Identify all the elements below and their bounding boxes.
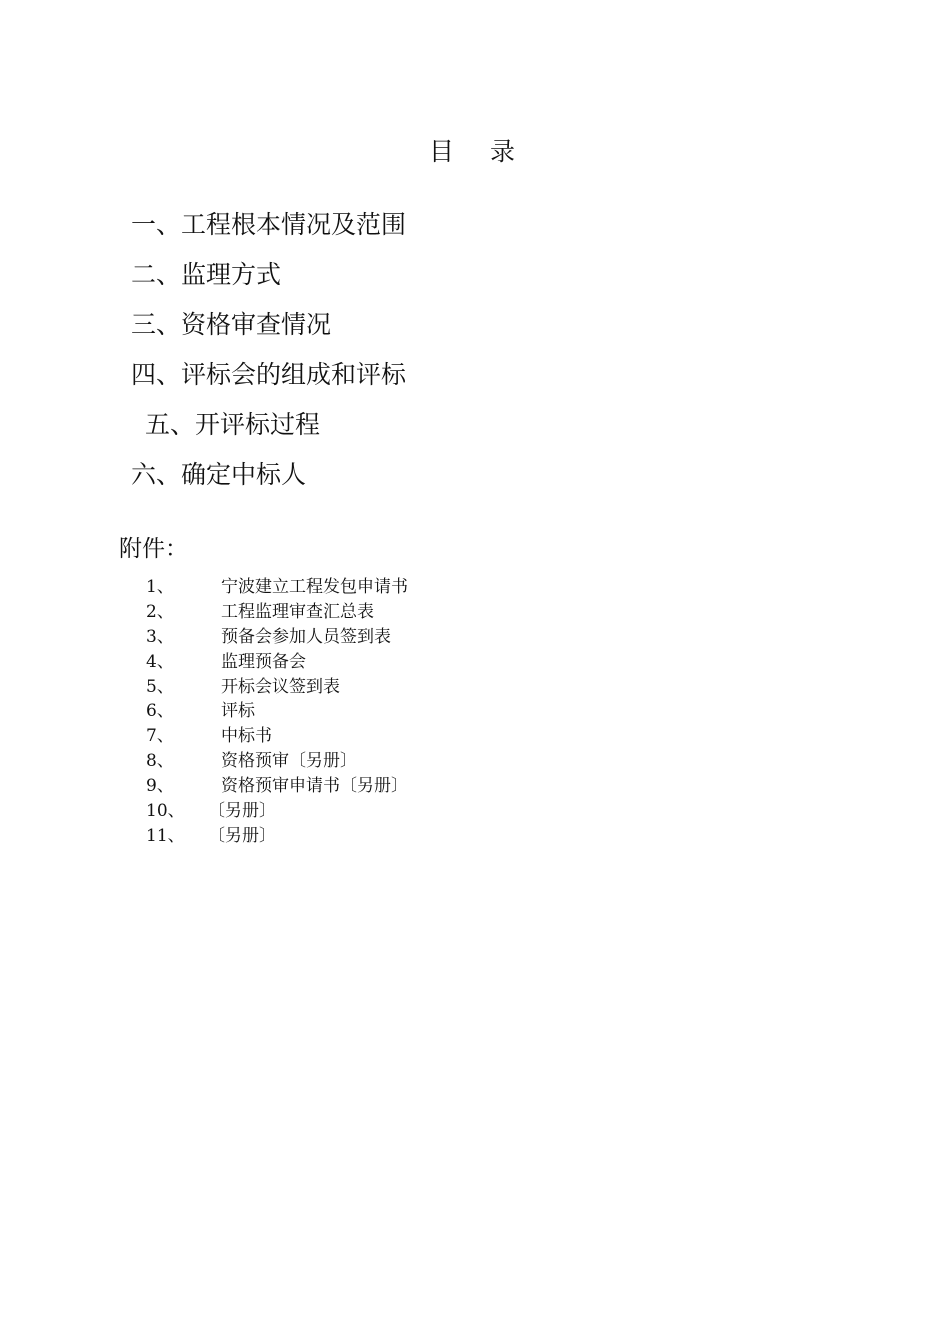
toc-item-4: 四、评标会的组成和评标 (131, 360, 407, 389)
toc-item-2: 二、监理方式 (131, 260, 282, 289)
appendix-item-number: 9、 (146, 776, 174, 797)
toc-item-6: 六、确定中标人 (131, 460, 307, 489)
appendix-item-text: 资格预审〔另册〕 (221, 751, 357, 772)
appendix-item (146, 600, 566, 625)
appendix-item (146, 724, 566, 749)
appendix-item (146, 675, 566, 700)
appendix-item-number: 10、 (146, 801, 185, 822)
appendix-heading: 附件： (119, 536, 188, 562)
appendix-item-number: 7、 (146, 726, 174, 747)
page-title: 目 录 (429, 137, 529, 166)
appendix-item-number: 4、 (146, 651, 174, 672)
appendix-item-number: 11、 (146, 825, 185, 846)
appendix-item (146, 575, 566, 600)
appendix-item-text: 宁波建立工程发包申请书 (221, 577, 408, 597)
appendix-item (146, 749, 566, 774)
toc-item-1: 一、工程根本情况及范围 (131, 210, 407, 239)
appendix-item-text: 资格预审申请书〔另册〕 (221, 776, 408, 797)
appendix-item-number: 3、 (146, 626, 174, 647)
appendix-item-number: 2、 (146, 601, 174, 622)
appendix-item-text: 评标 (221, 701, 255, 722)
appendix-item-text: 〔另册〕 (208, 801, 276, 822)
appendix-item-text: 预备会参加人员签到表 (221, 626, 391, 647)
appendix-item-number: 5、 (146, 676, 174, 697)
appendix-item-number: 1、 (146, 577, 174, 597)
appendix-list (146, 575, 566, 849)
toc-item-3: 三、资格审查情况 (131, 310, 332, 339)
appendix-item-number: 8、 (146, 751, 174, 772)
appendix-item-text: 中标书 (221, 726, 272, 747)
appendix-item (146, 799, 566, 824)
appendix-item-text: 开标会议签到表 (221, 676, 340, 697)
appendix-item (146, 774, 566, 799)
appendix-item-text: 〔另册〕 (208, 825, 276, 846)
appendix-item (146, 824, 566, 849)
appendix-item-number: 6、 (146, 701, 174, 722)
appendix-item-text: 工程监理审查汇总表 (221, 601, 374, 622)
toc-item-5: 五、开评标过程 (145, 410, 321, 439)
appendix-item-text: 监理预备会 (221, 651, 306, 672)
appendix-item (146, 650, 566, 675)
appendix-item (146, 625, 566, 650)
appendix-item (146, 699, 566, 724)
